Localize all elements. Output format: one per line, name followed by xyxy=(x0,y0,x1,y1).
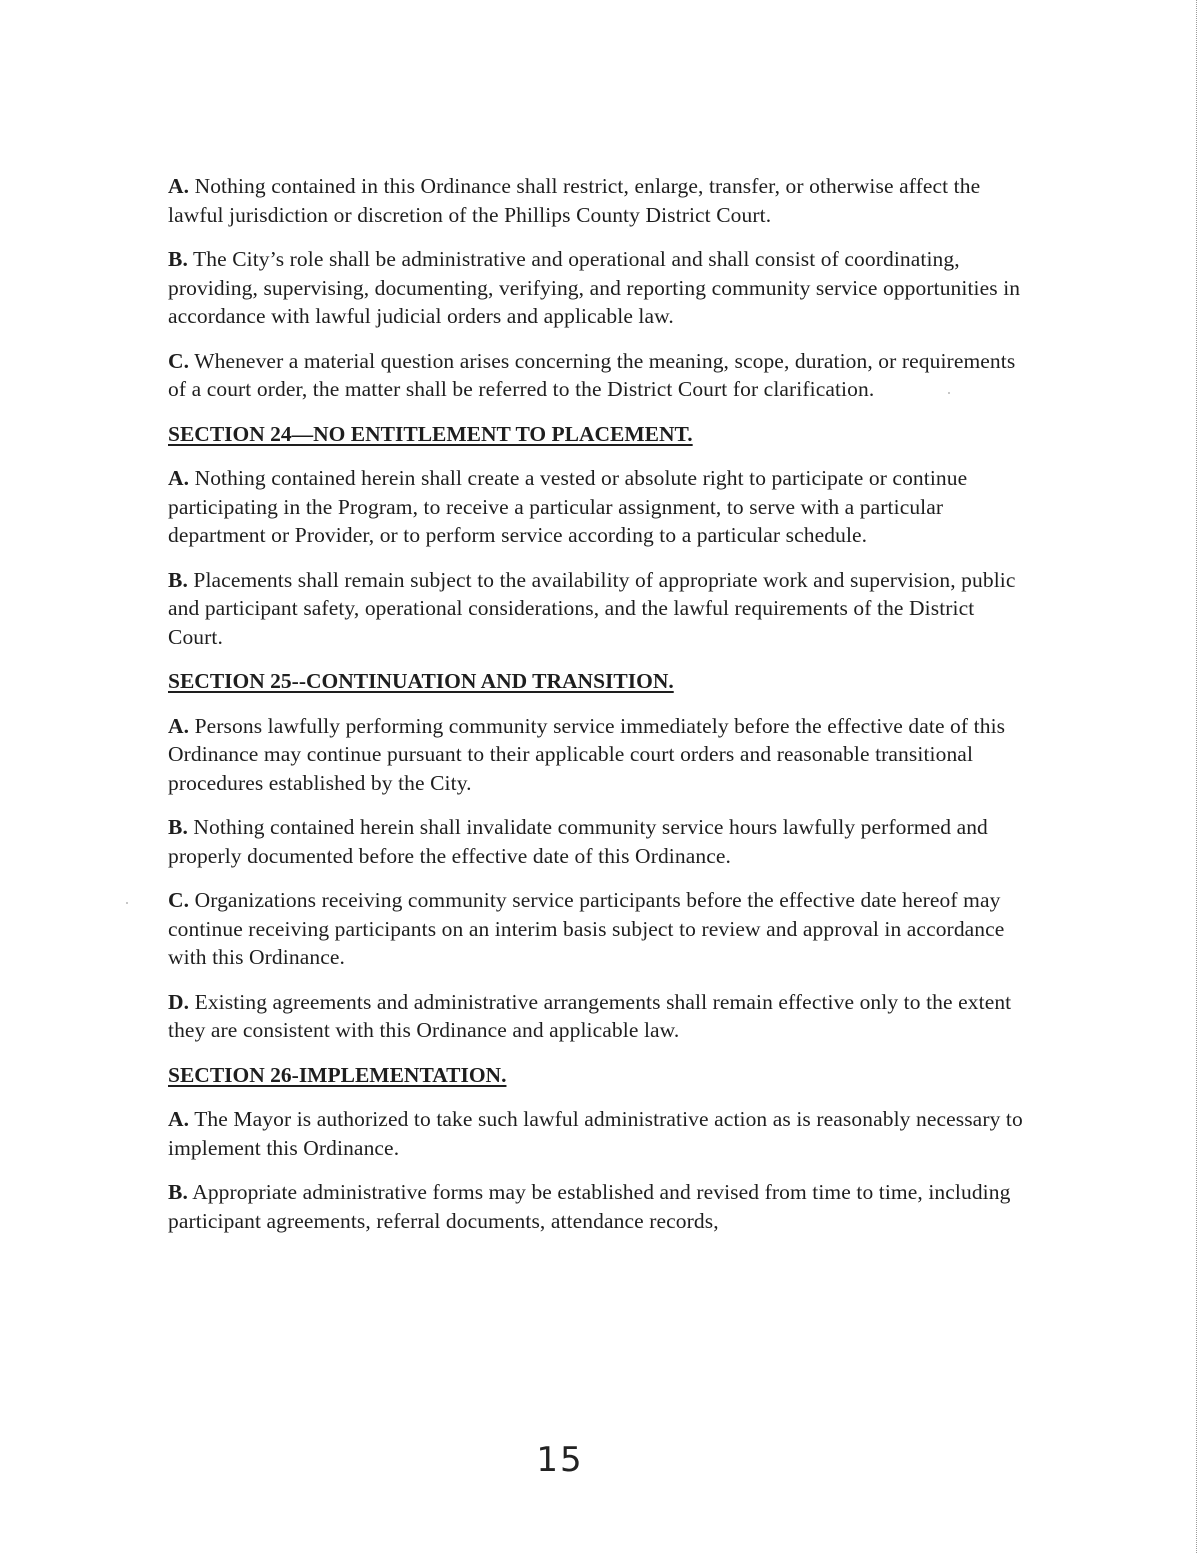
paragraph-label: A. xyxy=(168,466,190,490)
paragraph-a-mayor xyxy=(168,1105,1030,1162)
paragraph-b-city-role xyxy=(168,245,1030,331)
paragraph-a-no-right xyxy=(168,464,1030,550)
paragraph-a-jurisdiction xyxy=(168,172,1030,229)
handwritten-page-number: 15 xyxy=(536,1440,584,1480)
paragraph-a-continuation xyxy=(168,712,1030,798)
paragraph-label: A. xyxy=(168,174,190,198)
paragraph-c-organizations xyxy=(168,886,1030,972)
paragraph-text: Nothing contained herein shall create a vested or absolute right to participate or continue participating in the Program, to receive a particular assignment, to serve with a particular department or Provider, or to perform service according to a particular schedule. xyxy=(168,466,968,547)
paragraph-label: C. xyxy=(168,348,190,373)
paragraph-b-hours xyxy=(168,813,1030,870)
paragraph-text: Placements shall remain subject to the availability of appropriate work and supervision, public and participant safety, operational considerations, and the lawful requirements of the District Court. xyxy=(168,567,1016,649)
paragraph-label: B. xyxy=(168,247,188,271)
paragraph-label: A. xyxy=(168,1107,190,1131)
paragraph-b-placements xyxy=(168,566,1030,652)
paragraph-c-clarification xyxy=(168,347,1030,404)
section-25-heading: SECTION 25--CONTINUATION AND TRANSITION. xyxy=(168,669,674,693)
paragraph-label: B. xyxy=(168,815,188,839)
paragraph-text: Existing agreements and administrative arrangements shall remain effective only to the extent they are consistent with this Ordinance and applicable law. xyxy=(168,989,1012,1042)
paragraph-text: Appropriate administrative forms may be established and revised from time to time, including participant agreements, referral documents, attendance records, xyxy=(168,1180,1011,1233)
paragraph-text: The Mayor is authorized to take such lawful administrative action as is reasonably necessary to implement this Ordinance. xyxy=(168,1107,1023,1160)
paragraph-label: B. xyxy=(168,1180,188,1204)
paragraph-text: Persons lawfully performing community service immediately before the effective date of this Ordinance may continue pursuant to their applicable court orders and reasonable transitional procedures established by the City. xyxy=(168,713,1006,795)
paragraph-label: A. xyxy=(168,713,190,738)
paragraph-d-agreements xyxy=(168,988,1030,1045)
paragraph-text: Nothing contained in this Ordinance shall restrict, enlarge, transfer, or otherwise affect the lawful jurisdiction or discretion of the Phillips County District Court. xyxy=(168,174,981,227)
section-26-heading: SECTION 26-IMPLEMENTATION. xyxy=(168,1062,507,1087)
paragraph-text: The City’s role shall be administrative and operational and shall consist of coordinating, providing, supervising, documenting, verifying, and reporting community service opportunities in accordance with lawful judicial orders and applicable law. xyxy=(168,247,1021,328)
paragraph-text: Whenever a material question arises concerning the meaning, scope, duration, or requirements of a court order, the matter shall be referred to the District Court for clarification. xyxy=(168,348,1016,401)
paragraph-label: B. xyxy=(168,567,188,592)
paragraph-text: Organizations receiving community service participants before the effective date hereof may continue receiving participants on an interim basis subject to review and approval in accordance with this Ordinance. xyxy=(168,888,1005,969)
document-body xyxy=(168,172,1030,1251)
scan-edge-line xyxy=(1196,0,1197,1553)
scan-speck xyxy=(126,902,128,904)
paragraph-label: C. xyxy=(168,888,190,912)
paragraph-label: D. xyxy=(168,989,190,1014)
section-24-heading: SECTION 24—NO ENTITLEMENT TO PLACEMENT. xyxy=(168,421,693,446)
paragraph-b-forms xyxy=(168,1178,1030,1235)
paragraph-text: Nothing contained herein shall invalidate community service hours lawfully performed and properly documented before the effective date of this Ordinance. xyxy=(168,815,988,868)
